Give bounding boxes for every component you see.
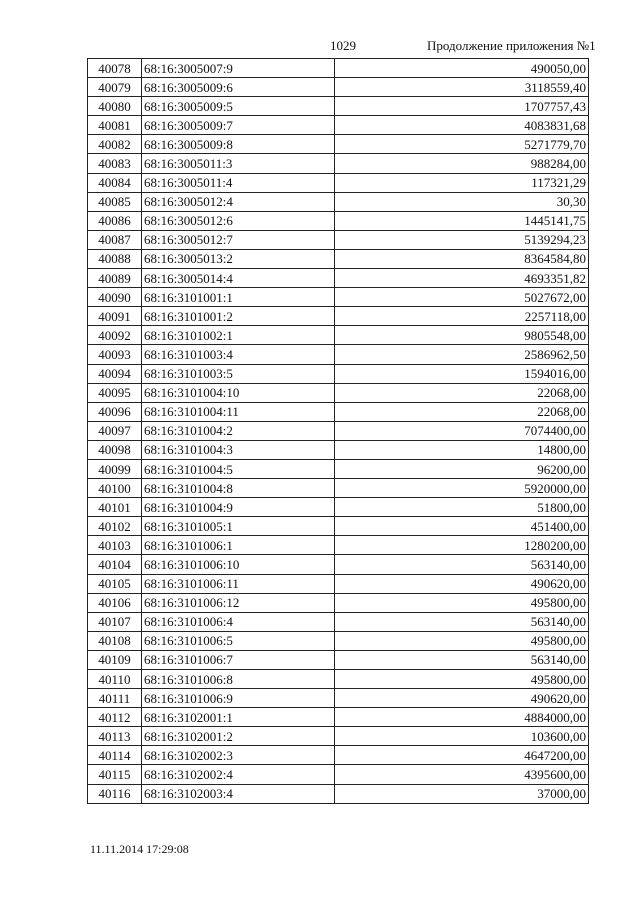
cadastral-number-cell: 68:16:3102002:3 (142, 746, 335, 765)
cadastral-number-cell: 68:16:3101004:2 (142, 421, 335, 440)
cadastral-value-cell: 30,30 (335, 192, 589, 211)
cadastral-value-cell: 1280200,00 (335, 536, 589, 555)
cadastral-number-cell: 68:16:3005009:8 (142, 135, 335, 154)
cadastral-value-cell: 495800,00 (335, 631, 589, 650)
table-row (88, 135, 589, 154)
cadastral-value-cell: 2586962,50 (335, 345, 589, 364)
row-number-cell: 40078 (88, 59, 142, 78)
row-number-cell: 40084 (88, 173, 142, 192)
cadastral-number-cell: 68:16:3101002:1 (142, 326, 335, 345)
table-row (88, 269, 589, 288)
cadastral-number-cell: 68:16:3101006:1 (142, 536, 335, 555)
cadastral-number-cell: 68:16:3101006:8 (142, 670, 335, 689)
row-number-cell: 40099 (88, 459, 142, 478)
cadastral-number-cell: 68:16:3005013:2 (142, 249, 335, 268)
row-number-cell: 40115 (88, 765, 142, 784)
row-number-cell: 40114 (88, 746, 142, 765)
table-row (88, 593, 589, 612)
table-row (88, 59, 589, 78)
cadastral-number-cell: 68:16:3101006:10 (142, 555, 335, 574)
cadastral-value-cell: 563140,00 (335, 555, 589, 574)
cadastral-value-cell: 563140,00 (335, 650, 589, 669)
cadastral-value-cell: 4884000,00 (335, 708, 589, 727)
row-number-cell: 40082 (88, 135, 142, 154)
cadastral-number-cell: 68:16:3101006:9 (142, 689, 335, 708)
row-number-cell: 40087 (88, 230, 142, 249)
cadastral-value-cell: 1445141,75 (335, 211, 589, 230)
table-row (88, 459, 589, 478)
table-row (88, 97, 589, 116)
cadastral-number-cell: 68:16:3005009:5 (142, 97, 335, 116)
cadastral-number-cell: 68:16:3005011:4 (142, 173, 335, 192)
cadastral-number-cell: 68:16:3102002:4 (142, 765, 335, 784)
cadastral-value-cell: 8364584,80 (335, 249, 589, 268)
cadastral-number-cell: 68:16:3101004:8 (142, 479, 335, 498)
cadastral-value-cell: 103600,00 (335, 727, 589, 746)
table-row (88, 345, 589, 364)
cadastral-number-cell: 68:16:3101003:4 (142, 345, 335, 364)
row-number-cell: 40097 (88, 421, 142, 440)
cadastral-number-cell: 68:16:3101006:4 (142, 612, 335, 631)
cadastral-value-cell: 5139294,23 (335, 230, 589, 249)
row-number-cell: 40088 (88, 249, 142, 268)
row-number-cell: 40103 (88, 536, 142, 555)
row-number-cell: 40095 (88, 383, 142, 402)
cadastral-number-cell: 68:16:3005009:7 (142, 116, 335, 135)
table-row (88, 249, 589, 268)
table-row (88, 440, 589, 459)
page-number: 1029 (330, 38, 356, 53)
cadastral-value-cell: 22068,00 (335, 402, 589, 421)
table-row (88, 78, 589, 97)
cadastral-number-cell: 68:16:3005011:3 (142, 154, 335, 173)
table-row (88, 307, 589, 326)
cadastral-value-cell: 988284,00 (335, 154, 589, 173)
table-row (88, 211, 589, 230)
row-number-cell: 40113 (88, 727, 142, 746)
cadastral-value-cell: 490050,00 (335, 59, 589, 78)
appendix-continuation-label: Продолжение приложения №1 (427, 38, 596, 53)
row-number-cell: 40102 (88, 517, 142, 536)
row-number-cell: 40081 (88, 116, 142, 135)
table-row (88, 173, 589, 192)
cadastral-value-cell: 5271779,70 (335, 135, 589, 154)
cadastral-value-cell: 117321,29 (335, 173, 589, 192)
cadastral-value-cell: 3118559,40 (335, 78, 589, 97)
row-number-cell: 40106 (88, 593, 142, 612)
row-number-cell: 40110 (88, 670, 142, 689)
table-row (88, 154, 589, 173)
table-row (88, 555, 589, 574)
cadastral-number-cell: 68:16:3102001:2 (142, 727, 335, 746)
footer-timestamp: 11.11.2014 17:29:08 (90, 842, 189, 856)
cadastral-value-cell: 5920000,00 (335, 479, 589, 498)
row-number-cell: 40080 (88, 97, 142, 116)
cadastral-number-cell: 68:16:3101006:12 (142, 593, 335, 612)
row-number-cell: 40079 (88, 78, 142, 97)
cadastral-value-cell: 4083831,68 (335, 116, 589, 135)
cadastral-number-cell: 68:16:3101004:3 (142, 440, 335, 459)
row-number-cell: 40100 (88, 479, 142, 498)
table-row (88, 765, 589, 784)
cadastral-value-cell: 37000,00 (335, 784, 589, 803)
row-number-cell: 40112 (88, 708, 142, 727)
cadastral-number-cell: 68:16:3101001:2 (142, 307, 335, 326)
cadastral-number-cell: 68:16:3005012:6 (142, 211, 335, 230)
row-number-cell: 40107 (88, 612, 142, 631)
row-number-cell: 40092 (88, 326, 142, 345)
cadastral-value-cell: 1594016,00 (335, 364, 589, 383)
cadastral-number-cell: 68:16:3101006:7 (142, 650, 335, 669)
table-row (88, 421, 589, 440)
cadastral-value-cell: 451400,00 (335, 517, 589, 536)
cadastral-number-cell: 68:16:3101006:5 (142, 631, 335, 650)
cadastral-value-cell: 2257118,00 (335, 307, 589, 326)
cadastral-value-cell: 490620,00 (335, 689, 589, 708)
table-row (88, 708, 589, 727)
cadastral-value-cell: 5027672,00 (335, 288, 589, 307)
table-row (88, 689, 589, 708)
row-number-cell: 40094 (88, 364, 142, 383)
cadastral-value-cell: 9805548,00 (335, 326, 589, 345)
table-body (88, 59, 589, 804)
table-row (88, 383, 589, 402)
row-number-cell: 40098 (88, 440, 142, 459)
cadastral-number-cell: 68:16:3101004:10 (142, 383, 335, 402)
cadastral-number-cell: 68:16:3101006:11 (142, 574, 335, 593)
cadastral-value-cell: 4395600,00 (335, 765, 589, 784)
table-row (88, 784, 589, 803)
cadastral-number-cell: 68:16:3102003:4 (142, 784, 335, 803)
cadastral-value-cell: 22068,00 (335, 383, 589, 402)
cadastral-number-cell: 68:16:3005007:9 (142, 59, 335, 78)
table-row (88, 402, 589, 421)
cadastral-value-cell: 490620,00 (335, 574, 589, 593)
table-row (88, 727, 589, 746)
cadastral-value-cell: 495800,00 (335, 593, 589, 612)
row-number-cell: 40091 (88, 307, 142, 326)
row-number-cell: 40086 (88, 211, 142, 230)
table-row (88, 746, 589, 765)
table-row (88, 479, 589, 498)
row-number-cell: 40089 (88, 269, 142, 288)
table-row (88, 116, 589, 135)
table-row (88, 498, 589, 517)
cadastral-number-cell: 68:16:3005012:4 (142, 192, 335, 211)
row-number-cell: 40111 (88, 689, 142, 708)
cadastral-value-table (87, 58, 589, 804)
table-row (88, 230, 589, 249)
table-row (88, 326, 589, 345)
row-number-cell: 40105 (88, 574, 142, 593)
cadastral-number-cell: 68:16:3101001:1 (142, 288, 335, 307)
row-number-cell: 40096 (88, 402, 142, 421)
cadastral-value-cell: 7074400,00 (335, 421, 589, 440)
row-number-cell: 40085 (88, 192, 142, 211)
row-number-cell: 40093 (88, 345, 142, 364)
table-row (88, 631, 589, 650)
cadastral-value-cell: 14800,00 (335, 440, 589, 459)
cadastral-value-cell: 4647200,00 (335, 746, 589, 765)
cadastral-number-cell: 68:16:3101004:5 (142, 459, 335, 478)
cadastral-number-cell: 68:16:3102001:1 (142, 708, 335, 727)
row-number-cell: 40101 (88, 498, 142, 517)
cadastral-value-cell: 495800,00 (335, 670, 589, 689)
cadastral-number-cell: 68:16:3101003:5 (142, 364, 335, 383)
table-row (88, 612, 589, 631)
table-row (88, 192, 589, 211)
cadastral-value-cell: 4693351,82 (335, 269, 589, 288)
cadastral-number-cell: 68:16:3005012:7 (142, 230, 335, 249)
cadastral-value-cell: 1707757,43 (335, 97, 589, 116)
table-row (88, 536, 589, 555)
row-number-cell: 40090 (88, 288, 142, 307)
table-row (88, 670, 589, 689)
cadastral-number-cell: 68:16:3005014:4 (142, 269, 335, 288)
row-number-cell: 40083 (88, 154, 142, 173)
row-number-cell: 40109 (88, 650, 142, 669)
table-row (88, 517, 589, 536)
row-number-cell: 40104 (88, 555, 142, 574)
cadastral-number-cell: 68:16:3101004:11 (142, 402, 335, 421)
cadastral-value-cell: 51800,00 (335, 498, 589, 517)
table-row (88, 574, 589, 593)
table-row (88, 650, 589, 669)
cadastral-value-cell: 96200,00 (335, 459, 589, 478)
table-row (88, 288, 589, 307)
cadastral-number-cell: 68:16:3101005:1 (142, 517, 335, 536)
cadastral-value-cell: 563140,00 (335, 612, 589, 631)
cadastral-number-cell: 68:16:3101004:9 (142, 498, 335, 517)
row-number-cell: 40116 (88, 784, 142, 803)
cadastral-number-cell: 68:16:3005009:6 (142, 78, 335, 97)
table-row (88, 364, 589, 383)
row-number-cell: 40108 (88, 631, 142, 650)
